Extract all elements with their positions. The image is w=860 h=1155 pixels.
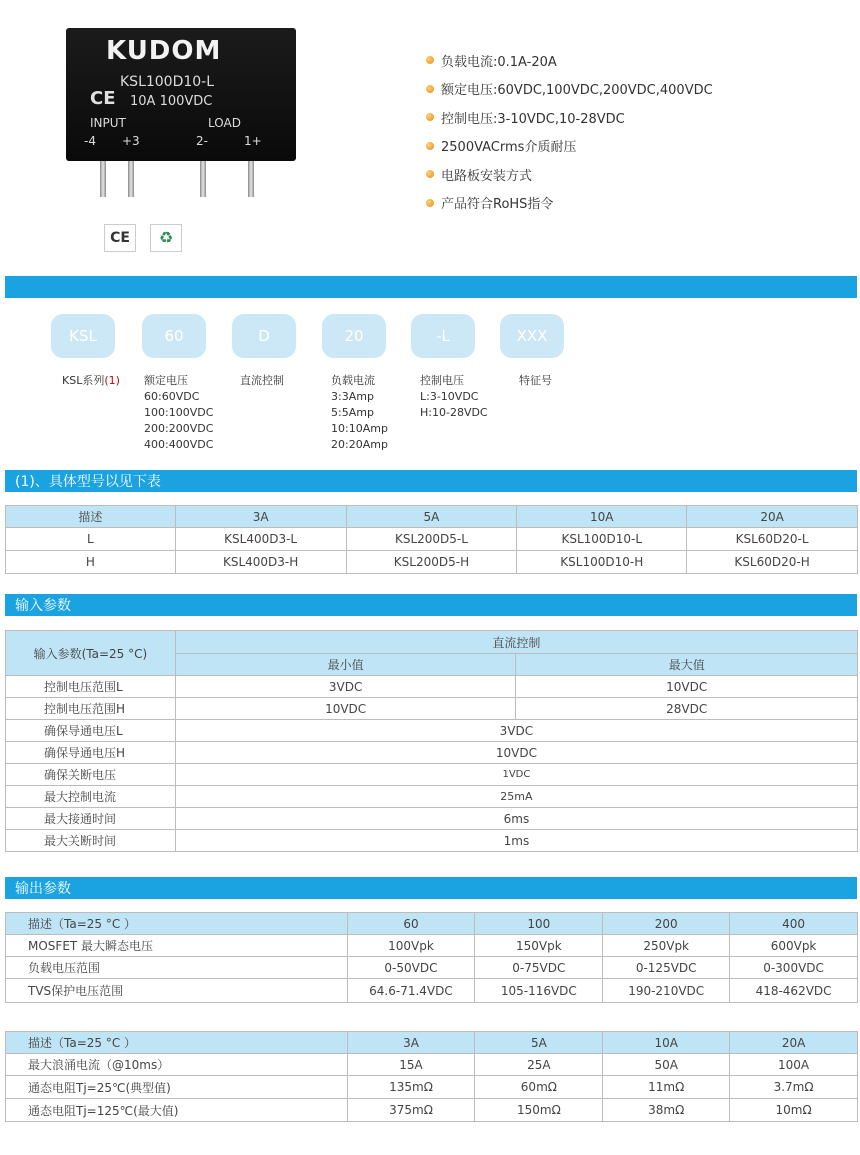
table-row: 最大接通时间 6ms — [6, 808, 858, 830]
pin-lead — [128, 161, 134, 197]
table-header-row: 描述（Ta=25 °C ） 60 100 200 400 — [6, 913, 858, 935]
desc-series: KSL系列(1) — [62, 374, 120, 387]
table-row: MOSFET 最大瞬态电压 100Vpk 150Vpk 250Vpk 600Vpk — [6, 935, 858, 957]
pin-label: +3 — [122, 134, 140, 148]
table-row: 最大关断时间 1ms — [6, 830, 858, 852]
pin-lead — [248, 161, 254, 197]
ce-cert-icon: CE — [104, 224, 136, 252]
product-model: KSL100D10-L — [120, 74, 215, 90]
table-row: 确保导通电压H 10VDC — [6, 742, 858, 764]
desc-control: 直流控制 — [240, 374, 284, 387]
input-label: INPUT — [90, 116, 126, 130]
input-table — [5, 630, 858, 852]
output-title-bar: 输出参数 — [5, 877, 857, 899]
table-row: 控制电压范围L 3VDC 10VDC — [6, 676, 858, 698]
table-row: 通态电阻Tj=25℃(典型值) 135mΩ 60mΩ 11mΩ 3.7mΩ — [6, 1076, 858, 1099]
bullet-icon — [426, 113, 434, 121]
bullet-icon — [426, 85, 434, 93]
table-row: 最大浪涌电流（@10ms） 15A 25A 50A 100A — [6, 1054, 858, 1076]
naming-bar — [5, 276, 857, 298]
pin-lead — [200, 161, 206, 197]
feature-item: 负载电流:0.1A-20A — [426, 46, 713, 75]
output-table-voltage — [5, 912, 858, 1003]
table-row: L KSL400D3-L KSL200D5-L KSL100D10-L KSL60D20-L — [6, 528, 858, 551]
load-label: LOAD — [208, 116, 241, 130]
table-row: 确保关断电压 1VDC — [6, 764, 858, 786]
table-header-row: 描述（Ta=25 °C ） 3A 5A 10A 20A — [6, 1032, 858, 1054]
table-row: 负载电压范围 0-50VDC 0-75VDC 0-125VDC 0-300VDC — [6, 957, 858, 979]
bullet-icon — [426, 170, 434, 178]
desc-feature: 特征号 — [519, 374, 552, 387]
feature-item: 电路板安装方式 — [426, 160, 713, 189]
code-feature: XXX — [500, 314, 564, 358]
desc-current: 负载电流 3:3Amp 5:5Amp 10:10Amp 20:20Amp — [331, 374, 388, 451]
table-header-row: 描述 3A 5A 10A 20A — [6, 506, 858, 528]
table-row: 最大控制电流 25mA — [6, 786, 858, 808]
pin-label: 1+ — [244, 134, 262, 148]
rohs-cert-icon: ♻ — [150, 224, 182, 252]
feature-item: 控制电压:3-10VDC,10-28VDC — [426, 103, 713, 132]
pin-label: 2- — [196, 134, 208, 148]
models-title-bar: (1)、具体型号以见下表 — [5, 470, 857, 492]
code-control: D — [232, 314, 296, 358]
pin-lead — [100, 161, 106, 197]
table-row: H KSL400D3-H KSL200D5-H KSL100D10-H KSL60D20-H — [6, 551, 858, 574]
code-current: 20 — [322, 314, 386, 358]
table-row: 通态电阻Tj=125℃(最大值) 375mΩ 150mΩ 38mΩ 10mΩ — [6, 1099, 858, 1122]
feature-list — [426, 46, 713, 217]
bullet-icon — [426, 56, 434, 64]
product-rating: 10A 100VDC — [130, 94, 213, 109]
ce-mark: CE — [90, 88, 116, 109]
code-control-voltage: -L — [411, 314, 475, 358]
bullet-icon — [426, 142, 434, 150]
table-row: 控制电压范围H 10VDC 28VDC — [6, 698, 858, 720]
feature-item: 额定电压:60VDC,100VDC,200VDC,400VDC — [426, 75, 713, 104]
code-series: KSL — [51, 314, 115, 358]
desc-voltage: 额定电压 60:60VDC 100:100VDC 200:200VDC 400:400VDC — [144, 374, 214, 451]
brand-logo: KUDOM — [106, 36, 222, 66]
pin-label: -4 — [84, 134, 96, 148]
table-row: TVS保护电压范围 64.6-71.4VDC 105-116VDC 190-210VDC 418-462VDC — [6, 979, 858, 1003]
output-table-current — [5, 1031, 858, 1122]
models-table — [5, 505, 858, 574]
code-voltage: 60 — [142, 314, 206, 358]
desc-control-voltage: 控制电压 L:3-10VDC H:10-28VDC — [420, 374, 488, 419]
input-title-bar: 输入参数 — [5, 594, 857, 616]
table-header-row: 输入参数(Ta=25 °C) 直流控制 — [6, 631, 858, 654]
bullet-icon — [426, 199, 434, 207]
product-image — [66, 28, 296, 161]
feature-item: 产品符合RoHS指令 — [426, 189, 713, 218]
table-row: 确保导通电压L 3VDC — [6, 720, 858, 742]
table-header-row: 最小值 最大值 — [6, 654, 858, 676]
feature-item: 2500VACrms介质耐压 — [426, 132, 713, 161]
